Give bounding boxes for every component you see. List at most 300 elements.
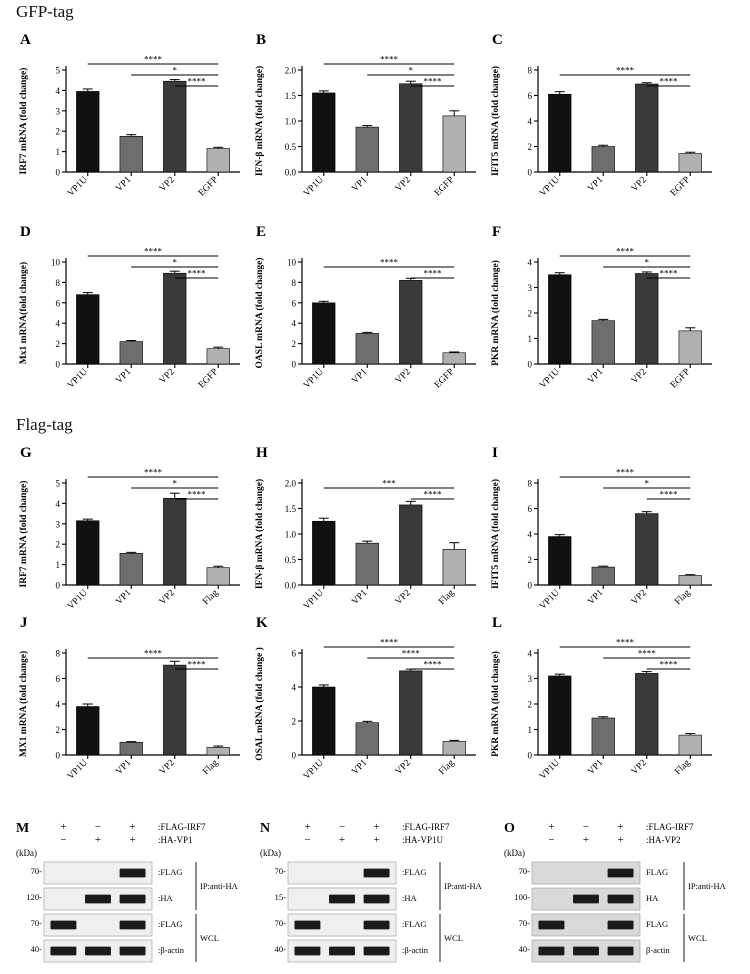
svg-text:6: 6 — [291, 298, 296, 309]
svg-text:3: 3 — [55, 519, 60, 530]
svg-text:2: 2 — [55, 339, 60, 350]
bar — [548, 275, 571, 364]
significance-label: * — [644, 257, 649, 268]
significance-label: **** — [144, 246, 162, 257]
panel-letter-m: M — [16, 821, 30, 836]
svg-text:1: 1 — [527, 725, 532, 735]
bar — [592, 321, 615, 364]
panel-letter-i: I — [492, 445, 498, 461]
y-axis-label: IRF7 mRNA (fold change) — [19, 67, 29, 175]
lane-sign: − — [582, 821, 590, 833]
lane-sign: + — [617, 834, 624, 846]
svg-text:4: 4 — [55, 85, 60, 96]
bar — [635, 84, 658, 172]
x-tick-label: VP1U — [65, 588, 90, 612]
svg-text:0: 0 — [55, 359, 60, 370]
bar — [207, 349, 230, 364]
bar — [76, 91, 99, 172]
bar — [163, 498, 186, 585]
band-label: :HA — [402, 892, 417, 903]
bar — [76, 521, 99, 585]
significance-label: **** — [187, 659, 206, 670]
protein-band — [608, 947, 634, 956]
significance-label: **** — [423, 268, 442, 279]
bar — [356, 333, 379, 364]
svg-text:0: 0 — [55, 167, 60, 178]
significance-label: * — [172, 65, 177, 76]
svg-text:2.0: 2.0 — [284, 65, 296, 76]
svg-text:0: 0 — [527, 359, 532, 370]
kda-label: (kDa) — [16, 848, 37, 858]
construct-label: :FLAG-IRF7 — [646, 822, 694, 832]
x-tick-label: EGFP — [432, 175, 457, 199]
bar — [163, 665, 186, 755]
svg-text:2: 2 — [527, 699, 532, 710]
svg-text:1: 1 — [527, 334, 532, 344]
svg-text:0: 0 — [55, 750, 60, 761]
svg-text:0: 0 — [527, 167, 532, 178]
x-tick-label: VP1U — [65, 175, 90, 199]
svg-text:2: 2 — [55, 725, 60, 735]
bar — [312, 303, 335, 364]
bar — [592, 567, 615, 585]
significance-label: **** — [187, 489, 206, 500]
chart-panel-d — [14, 222, 250, 412]
bar-chart-a — [14, 30, 250, 220]
svg-text:4: 4 — [527, 529, 532, 540]
bar — [679, 154, 702, 172]
bar — [443, 549, 466, 585]
svg-text:4: 4 — [527, 648, 532, 659]
band-label: HA — [646, 892, 659, 903]
bar — [120, 136, 143, 172]
significance-label: **** — [380, 637, 398, 648]
molecular-weight-label: 70- — [518, 918, 530, 929]
panel-letter-l: L — [492, 615, 503, 631]
band-label: :β-actin — [158, 944, 185, 955]
significance-label: **** — [187, 76, 206, 87]
chart-panel-k — [250, 613, 486, 803]
significance-label: **** — [659, 489, 678, 500]
x-tick-label: VP2 — [629, 758, 649, 778]
y-axis-label: IFN-β mRNA (fold change) — [255, 65, 265, 177]
significance-label: **** — [423, 659, 442, 670]
molecular-weight-label: 70- — [518, 866, 530, 877]
x-tick-label: Flag — [673, 588, 693, 608]
significance-label: * — [172, 257, 177, 268]
y-axis-label: IFIT5 mRNA (fold change) — [491, 65, 501, 177]
chart-panel-l — [486, 613, 722, 803]
protein-band — [120, 895, 146, 904]
molecular-weight-label: 40- — [30, 944, 42, 955]
x-tick-label: VP1 — [114, 367, 134, 387]
significance-label: **** — [380, 54, 398, 65]
molecular-weight-label: 70- — [274, 866, 286, 877]
svg-text:1.0: 1.0 — [284, 529, 296, 540]
bar — [592, 718, 615, 755]
svg-text:8: 8 — [291, 277, 296, 288]
svg-text:10: 10 — [287, 257, 296, 268]
svg-text:4: 4 — [527, 257, 532, 268]
lane-sign: + — [338, 834, 346, 846]
svg-text:0.0: 0.0 — [284, 167, 296, 178]
significance-label: **** — [616, 637, 634, 648]
svg-text:4: 4 — [55, 498, 60, 509]
molecular-weight-label: 100- — [514, 892, 530, 903]
significance-label: **** — [380, 257, 398, 268]
section-title-gfp: GFP-tag — [16, 2, 74, 21]
x-tick-label: VP1U — [537, 588, 562, 612]
x-tick-label: VP1 — [350, 758, 370, 778]
x-tick-label: VP2 — [157, 367, 177, 387]
svg-text:0.0: 0.0 — [284, 580, 296, 591]
significance-label: *** — [382, 478, 396, 489]
construct-label: :FLAG-IRF7 — [402, 822, 450, 832]
chart-panel-j — [14, 613, 250, 803]
bar — [399, 505, 422, 585]
significance-label: * — [172, 478, 177, 489]
svg-text:2: 2 — [55, 539, 60, 550]
svg-text:0.5: 0.5 — [284, 142, 296, 152]
svg-text:5: 5 — [55, 478, 60, 489]
svg-text:0: 0 — [291, 359, 296, 370]
protein-band — [364, 895, 390, 904]
x-tick-label: EGFP — [196, 175, 221, 199]
y-axis-label: MX1 mRNA (fold change) — [19, 650, 29, 758]
significance-label: **** — [637, 648, 656, 659]
svg-text:4: 4 — [55, 318, 60, 329]
construct-label: :HA-VP1U — [402, 835, 444, 845]
x-tick-label: EGFP — [432, 367, 457, 391]
svg-text:2: 2 — [291, 716, 296, 727]
x-tick-label: VP1U — [301, 367, 326, 391]
blot-panel-m — [14, 820, 250, 970]
svg-text:8: 8 — [55, 648, 60, 659]
bar — [679, 575, 702, 585]
panel-letter-n: N — [260, 821, 271, 836]
bar — [548, 537, 571, 585]
bar — [76, 295, 99, 364]
panel-letter-b: B — [256, 32, 267, 48]
lane-sign: + — [582, 834, 590, 846]
x-tick-label: VP1 — [350, 175, 370, 195]
significance-label: * — [644, 478, 649, 489]
panel-letter-k: K — [256, 615, 268, 631]
y-axis-label: OASL mRNA (fold change) — [255, 257, 265, 369]
bar — [592, 147, 615, 173]
svg-text:2.0: 2.0 — [284, 478, 296, 489]
band-label: FLAG — [646, 866, 669, 877]
bar — [399, 671, 422, 755]
construct-label: :FLAG-IRF7 — [158, 822, 206, 832]
significance-label: **** — [401, 648, 420, 659]
x-tick-label: VP2 — [157, 758, 177, 778]
bar — [679, 735, 702, 755]
construct-label: :HA-VP2 — [646, 835, 681, 845]
bar — [443, 116, 466, 172]
band-label: :FLAG — [402, 918, 427, 929]
bar — [76, 707, 99, 755]
bar — [399, 280, 422, 364]
molecular-weight-label: 70- — [30, 918, 42, 929]
y-axis-label: OSAL mRNA (fold change ) — [255, 647, 265, 761]
x-tick-label: VP1 — [114, 175, 134, 195]
bar-chart-d — [14, 222, 250, 412]
svg-text:6: 6 — [527, 504, 532, 514]
panel-letter-f: F — [492, 224, 502, 240]
protein-band — [364, 869, 390, 878]
lane-sign: − — [548, 834, 555, 846]
x-tick-label: VP1 — [350, 588, 370, 608]
band-label: :FLAG — [402, 866, 427, 877]
svg-text:5: 5 — [55, 65, 60, 76]
lane-sign: + — [60, 821, 67, 833]
svg-text:1.5: 1.5 — [284, 91, 296, 101]
lane-sign: + — [373, 821, 380, 833]
chart-panel-c — [486, 30, 722, 220]
svg-text:4: 4 — [55, 699, 60, 710]
x-tick-label: VP1U — [537, 175, 562, 199]
x-tick-label: Flag — [201, 588, 221, 608]
svg-text:1: 1 — [55, 147, 60, 158]
x-tick-label: VP2 — [157, 175, 177, 195]
protein-band — [329, 947, 355, 956]
bar-chart-g — [14, 443, 250, 633]
protein-band — [329, 895, 355, 904]
svg-text:10: 10 — [51, 257, 60, 268]
svg-text:1: 1 — [55, 560, 60, 571]
bar-chart-k — [250, 613, 486, 803]
svg-text:8: 8 — [55, 277, 60, 288]
blot-group-label: WCL — [688, 933, 707, 943]
chart-panel-h — [250, 443, 486, 633]
protein-band — [85, 895, 111, 904]
molecular-weight-label: 70- — [274, 918, 286, 929]
bar — [120, 742, 143, 755]
band-label: FLAG — [646, 918, 669, 929]
panel-letter-h: H — [256, 445, 268, 461]
panel-letter-j: J — [20, 615, 28, 631]
bar-chart-j — [14, 613, 250, 803]
bar — [312, 687, 335, 755]
svg-text:6: 6 — [55, 674, 60, 684]
svg-text:1.0: 1.0 — [284, 116, 296, 127]
panel-letter-e: E — [256, 224, 267, 240]
protein-band — [538, 921, 564, 930]
x-tick-label: Flag — [437, 758, 457, 778]
molecular-weight-label: 70- — [30, 866, 42, 877]
band-label: :FLAG — [158, 866, 183, 877]
x-tick-label: VP1U — [65, 758, 90, 782]
x-tick-label: VP2 — [393, 758, 413, 778]
protein-band — [120, 947, 146, 956]
svg-text:3: 3 — [55, 106, 60, 117]
x-tick-label: Flag — [673, 758, 693, 778]
y-axis-label: IFIT5 mRNA (fold change) — [491, 478, 501, 590]
protein-band — [608, 869, 634, 878]
svg-text:0: 0 — [527, 580, 532, 591]
x-tick-label: VP1U — [537, 367, 562, 391]
bar — [312, 93, 335, 172]
bar — [356, 127, 379, 172]
bar — [635, 673, 658, 755]
bar — [356, 723, 379, 755]
protein-band — [294, 921, 320, 930]
protein-band — [50, 921, 76, 930]
kda-label: (kDa) — [504, 848, 525, 858]
svg-text:0: 0 — [55, 580, 60, 591]
x-tick-label: VP1 — [586, 588, 606, 608]
kda-label: (kDa) — [260, 848, 281, 858]
x-tick-label: VP1U — [301, 758, 326, 782]
x-tick-label: VP1 — [114, 758, 134, 778]
bar — [207, 747, 230, 755]
protein-band — [364, 921, 390, 930]
bar — [120, 553, 143, 585]
lane-sign: + — [129, 834, 136, 846]
bar — [443, 741, 466, 755]
bar — [163, 81, 186, 172]
svg-text:6: 6 — [527, 91, 532, 101]
svg-text:0.5: 0.5 — [284, 555, 296, 565]
x-tick-label: Flag — [437, 588, 457, 608]
y-axis-label: IFN-β mRNA (fold change) — [255, 478, 265, 590]
bar-chart-e — [250, 222, 486, 412]
bar — [399, 84, 422, 172]
construct-label: :HA-VP1 — [158, 835, 193, 845]
significance-label: **** — [659, 659, 678, 670]
protein-band — [573, 947, 599, 956]
x-tick-label: VP2 — [629, 175, 649, 195]
blot-group-label: IP:anti-HA — [444, 881, 482, 891]
blot-panel-o — [502, 820, 738, 970]
protein-band — [573, 895, 599, 904]
significance-label: **** — [659, 268, 678, 279]
x-tick-label: VP2 — [629, 367, 649, 387]
bar-chart-f — [486, 222, 722, 412]
molecular-weight-label: 120- — [26, 892, 42, 903]
svg-text:6: 6 — [55, 298, 60, 309]
blot-group-label: WCL — [200, 933, 219, 943]
significance-label: **** — [144, 467, 162, 478]
svg-text:2: 2 — [527, 142, 532, 152]
molecular-weight-label: 40- — [274, 944, 286, 955]
significance-label: * — [408, 65, 413, 76]
x-tick-label: EGFP — [668, 367, 693, 391]
x-tick-label: VP2 — [157, 588, 177, 608]
protein-band — [364, 947, 390, 956]
x-tick-label: VP1 — [586, 367, 606, 387]
molecular-weight-label: 40- — [518, 944, 530, 955]
bar-chart-c — [486, 30, 722, 220]
lane-sign: − — [304, 834, 311, 846]
protein-band — [538, 947, 564, 956]
western-blot-m — [14, 820, 250, 970]
lane-sign: + — [548, 821, 555, 833]
panel-letter-a: A — [20, 32, 31, 48]
bar-chart-l — [486, 613, 722, 803]
x-tick-label: EGFP — [668, 175, 693, 199]
svg-text:4: 4 — [291, 682, 296, 693]
x-tick-label: VP1U — [65, 367, 90, 391]
y-axis-label: PKR mRNA (fold change) — [491, 651, 501, 757]
bar — [635, 514, 658, 585]
svg-text:2: 2 — [291, 339, 296, 350]
protein-band — [120, 921, 146, 930]
bar-chart-b — [250, 30, 486, 220]
svg-text:4: 4 — [527, 116, 532, 127]
band-label: β-actin — [646, 944, 670, 955]
x-tick-label: VP2 — [393, 367, 413, 387]
y-axis-label: Mx1 mRNA(fold change) — [19, 261, 29, 365]
lane-sign: − — [94, 821, 102, 833]
bar — [548, 676, 571, 755]
svg-text:0: 0 — [291, 750, 296, 761]
lane-sign: + — [129, 821, 136, 833]
significance-label: **** — [187, 268, 206, 279]
panel-letter-c: C — [492, 32, 503, 48]
x-tick-label: VP1 — [586, 175, 606, 195]
chart-panel-b — [250, 30, 486, 220]
x-tick-label: EGFP — [196, 367, 221, 391]
chart-panel-g — [14, 443, 250, 633]
svg-text:8: 8 — [527, 478, 532, 489]
significance-label: **** — [616, 467, 634, 478]
bar-chart-h — [250, 443, 486, 633]
svg-text:2: 2 — [527, 308, 532, 319]
significance-label: **** — [423, 489, 442, 500]
x-tick-label: VP1U — [537, 758, 562, 782]
svg-text:3: 3 — [527, 283, 532, 293]
svg-text:2: 2 — [527, 555, 532, 565]
x-tick-label: Flag — [201, 758, 221, 778]
y-axis-label: IRF7 mRNA (fold change) — [19, 480, 29, 588]
lane-sign: + — [304, 821, 311, 833]
svg-text:0: 0 — [527, 750, 532, 761]
significance-label: **** — [616, 65, 634, 76]
protein-band — [120, 869, 146, 878]
x-tick-label: VP1U — [301, 588, 326, 612]
bar — [207, 568, 230, 585]
significance-label: **** — [144, 54, 162, 65]
svg-text:6: 6 — [291, 648, 296, 659]
x-tick-label: VP1 — [114, 588, 134, 608]
molecular-weight-label: 15- — [274, 892, 286, 903]
western-blot-o — [502, 820, 738, 970]
protein-band — [608, 921, 634, 930]
y-axis-label: PKR mRNA (fold change) — [491, 260, 501, 366]
lane-sign: + — [617, 821, 624, 833]
svg-text:3: 3 — [527, 674, 532, 684]
x-tick-label: VP2 — [393, 588, 413, 608]
lane-sign: + — [373, 834, 380, 846]
svg-text:4: 4 — [291, 318, 296, 329]
bar — [312, 521, 335, 585]
bar — [120, 342, 143, 364]
x-tick-label: VP2 — [629, 588, 649, 608]
significance-label: **** — [616, 246, 634, 257]
panel-letter-o: O — [504, 821, 515, 836]
chart-panel-e — [250, 222, 486, 412]
x-tick-label: VP1 — [586, 758, 606, 778]
svg-text:1.5: 1.5 — [284, 504, 296, 514]
bar-chart-i — [486, 443, 722, 633]
blot-panel-n — [258, 820, 494, 970]
protein-band — [608, 895, 634, 904]
bar — [207, 149, 230, 172]
blot-group-label: WCL — [444, 933, 463, 943]
panel-letter-d: D — [20, 224, 31, 240]
